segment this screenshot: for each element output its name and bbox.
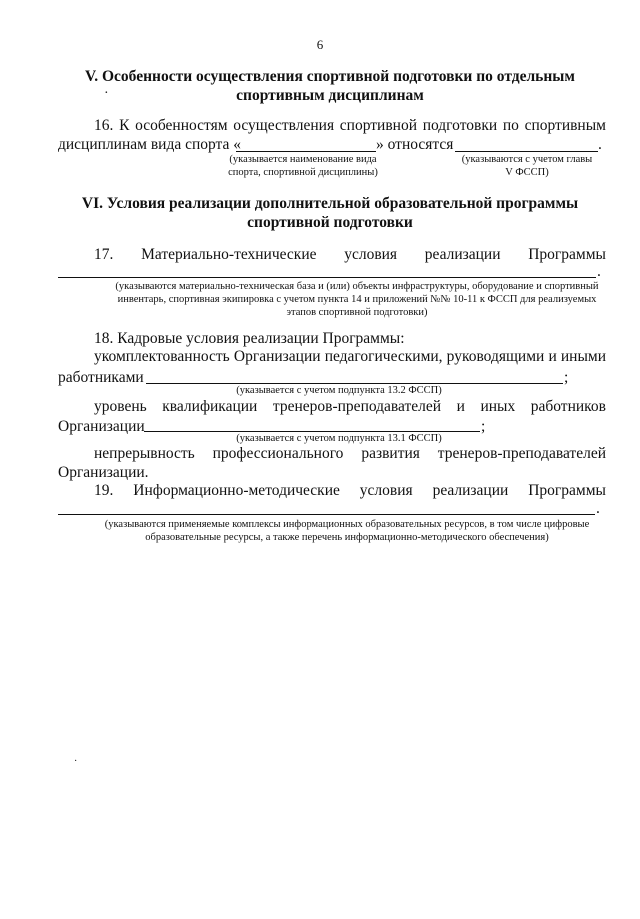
- sport-name-blank: [236, 151, 376, 152]
- section-5-title-line-2: спортивным дисциплинам: [236, 87, 424, 104]
- item-16-text-a: дисциплинам вида спорта «: [58, 136, 242, 153]
- item-18-b-word: и: [456, 398, 465, 415]
- item-18-b-word: тренеров-преподавателей: [272, 398, 442, 415]
- item-18-b-word: квалификации: [162, 398, 258, 415]
- page-number: 6: [316, 37, 324, 52]
- item-17-word: реализации: [424, 246, 501, 263]
- item-18-b-label: Организации: [58, 418, 145, 435]
- item-16-caption-2: (указываются с учетом главы V ФССП): [461, 154, 593, 178]
- item-18-a-word: руководящими: [446, 348, 545, 365]
- item-18-c-line-1: [94, 444, 606, 464]
- item-17-word: условия: [344, 246, 398, 263]
- section-5-title-line-1: V. Особенности осуществления спортивной подготовки по отдельным: [85, 68, 575, 85]
- item-19-word: реализации: [432, 482, 509, 499]
- item-19-word: Информационно-методические: [133, 482, 340, 499]
- item-17-word: Программы: [528, 246, 606, 263]
- features-blank: [455, 151, 598, 152]
- item-18-a-word: иными: [560, 348, 606, 365]
- section-6-title-line-2: спортивной подготовки: [247, 214, 413, 231]
- item-17-word: 17.: [94, 246, 114, 263]
- item-17-caption: (указываются материально-техническая база и (или) объекты инфраструктуры, оборудование и спортивный инвентарь, спортивная экипировка с учетом пункта 14 и приложений №№ 10-11 к ФССП для реализуемых этапов спортивной подготовки): [115, 281, 599, 318]
- item-18-a-word: педагогическими,: [324, 348, 443, 365]
- item-18-heading: 18. Кадровые условия реализации Программы:: [94, 330, 405, 347]
- item-18-a-caption: (указывается с учетом подпункта 13.2 ФССП): [236, 385, 442, 396]
- item-18-b-word: уровень: [94, 398, 147, 415]
- item-18-b-caption: (указывается с учетом подпункта 13.1 ФССП): [236, 433, 442, 444]
- item-18-a-word: укомплектованность: [94, 348, 230, 365]
- item-18-a-end: ;: [564, 369, 569, 386]
- item-19-blank: [58, 514, 595, 515]
- item-16-word: спортивным: [524, 117, 606, 134]
- item-18-b-line-1: [94, 397, 606, 417]
- item-17-end: .: [597, 263, 601, 280]
- item-16-end: .: [598, 136, 602, 153]
- item-17-blank: [58, 277, 596, 278]
- item-16-word: К: [119, 117, 130, 134]
- item-16-word: подготовки: [422, 117, 498, 134]
- scan-speck: ·: [104, 86, 109, 101]
- item-16-word: по: [502, 117, 519, 134]
- item-18-a-word: и: [548, 348, 557, 365]
- item-16-line-1: [94, 116, 606, 136]
- item-19-line-1: [94, 481, 606, 501]
- item-16-word: спортивной: [339, 117, 417, 134]
- item-19-end: .: [596, 500, 600, 517]
- item-18-b-word: работников: [530, 398, 606, 415]
- scan-speck: ·: [74, 756, 78, 767]
- item-16-word: 16.: [94, 117, 114, 134]
- item-18-b-word: иных: [480, 398, 516, 415]
- item-19-word: Программы: [528, 482, 606, 499]
- item-17-word: Материально-технические: [141, 246, 317, 263]
- item-16-caption-1: (указывается наименование вида спорта, спортивной дисциплины): [228, 154, 378, 178]
- item-16-word: особенностям: [135, 117, 228, 134]
- item-18-c-word: непрерывность: [94, 445, 195, 462]
- item-17-line-1: [94, 245, 606, 265]
- item-18-a-word: Организации: [233, 348, 321, 365]
- item-19-word: условия: [359, 482, 413, 499]
- item-19-caption: (указываются применяемые комплексы информационных образовательных ресурсов, в том числе цифровые образовательные ресурсы, а также перечень информационно-методического обеспечения): [104, 519, 590, 543]
- item-16-word: осуществления: [233, 117, 335, 134]
- section-6-title-line-1: VI. Условия реализации дополнительной образовательной программы: [81, 195, 579, 212]
- item-18-b-end: ;: [481, 418, 486, 435]
- item-18-a-label: работниками: [58, 369, 144, 386]
- item-18-a-line-1: [94, 347, 606, 367]
- item-16-text-b: » относятся: [376, 136, 454, 153]
- item-18-c-word: тренеров-преподавателей: [437, 445, 606, 462]
- item-18-c-word: развития: [361, 445, 420, 462]
- item-18-c-word: профессионального: [212, 445, 344, 462]
- item-18-c-line-2: Организации.: [58, 464, 149, 481]
- item-19-word: 19.: [94, 482, 114, 499]
